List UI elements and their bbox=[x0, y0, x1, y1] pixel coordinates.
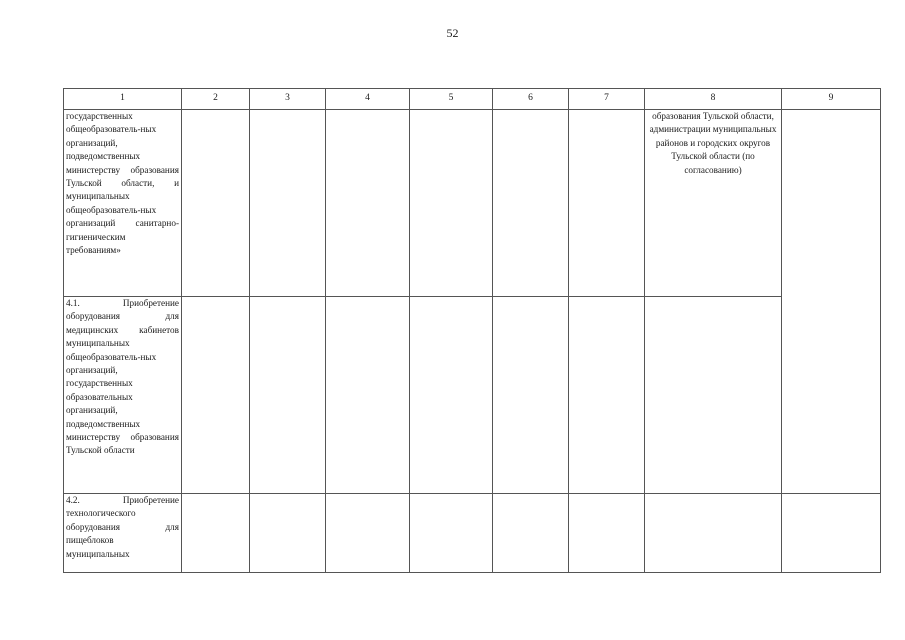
measure-name-cell: 4.1. Приобретение оборудования для медицинских кабинетов муниципальных общеобразователь-ных организаций, государственных образовательных организаций, подведомственных министерству образования Тульской области bbox=[64, 297, 182, 494]
table-cell bbox=[782, 494, 881, 573]
table-cell bbox=[326, 297, 410, 494]
table-cell bbox=[410, 110, 493, 297]
column-header-5: 5 bbox=[410, 89, 493, 110]
table-cell bbox=[250, 297, 326, 494]
table-cell bbox=[493, 494, 569, 573]
column-header-3: 3 bbox=[250, 89, 326, 110]
table-cell bbox=[493, 110, 569, 297]
table-cell bbox=[250, 494, 326, 573]
table-cell bbox=[493, 297, 569, 494]
table-row bbox=[64, 297, 881, 494]
program-table bbox=[63, 88, 881, 573]
table-cell bbox=[182, 110, 250, 297]
table-cell bbox=[410, 494, 493, 573]
table-cell bbox=[182, 494, 250, 573]
table-cell bbox=[569, 110, 645, 297]
responsible-executor-cell: образования Тульской области, администрации муниципальных районов и городских округов Тульской области (по согласованию) bbox=[645, 110, 782, 297]
column-header-1: 1 bbox=[64, 89, 182, 110]
responsible-executor-cell bbox=[645, 494, 782, 573]
table-cell bbox=[569, 494, 645, 573]
header-row bbox=[64, 89, 881, 110]
table-cell bbox=[782, 110, 881, 494]
column-header-4: 4 bbox=[326, 89, 410, 110]
measure-name-cell: государственных общеобразователь-ных организаций, подведомственных министерству образования Тульской области, и муниципальных общеобразователь-ных организаций санитарно-гигиеническим требованиям» bbox=[64, 110, 182, 297]
page-number: 52 bbox=[446, 26, 459, 40]
column-header-6: 6 bbox=[493, 89, 569, 110]
table-row bbox=[64, 110, 881, 297]
table-cell bbox=[250, 110, 326, 297]
column-header-9: 9 bbox=[782, 89, 881, 110]
table-cell bbox=[326, 494, 410, 573]
column-header-2: 2 bbox=[182, 89, 250, 110]
table-cell bbox=[569, 297, 645, 494]
column-header-8: 8 bbox=[645, 89, 782, 110]
table-row bbox=[64, 494, 881, 573]
responsible-executor-cell bbox=[645, 297, 782, 494]
table-cell bbox=[326, 110, 410, 297]
measure-name-cell: 4.2. Приобретение технологического оборудования для пищеблоков муниципальных bbox=[64, 494, 182, 573]
table-cell bbox=[410, 297, 493, 494]
table-cell bbox=[182, 297, 250, 494]
column-header-7: 7 bbox=[569, 89, 645, 110]
